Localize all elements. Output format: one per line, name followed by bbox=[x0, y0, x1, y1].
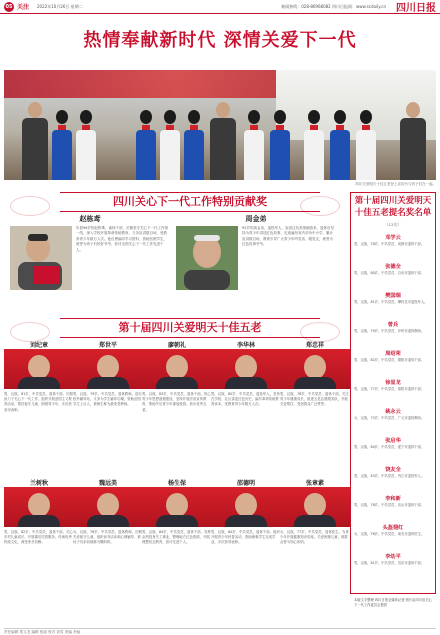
nominee-item bbox=[354, 234, 432, 247]
honoree-card bbox=[142, 340, 212, 470]
nominee-name: 邓学云 bbox=[385, 235, 401, 241]
honoree-portrait bbox=[211, 487, 281, 527]
honoree-bio: 男，汉族，80岁，中共党员，退休干部。组织开展青少年科普活动，资助困难学生完成学业，多次获得表彰。 bbox=[211, 530, 280, 545]
decorative-cloud bbox=[10, 322, 50, 342]
honoree-name: 周金弟 bbox=[245, 215, 267, 223]
honoree-portrait bbox=[4, 487, 74, 527]
honoree-name: 兰树秋 bbox=[29, 480, 48, 487]
nominee-item bbox=[354, 437, 432, 450]
photo-child bbox=[76, 110, 96, 180]
nominee-desc: 男，汉族，78岁，中共党员，乐山市退休干部。 bbox=[354, 503, 425, 507]
nominee-desc: 男，汉族，83岁，中共党员，内江市退役军人。 bbox=[354, 474, 425, 478]
honoree-portrait bbox=[73, 487, 143, 527]
nominee-name: 周绍荣 bbox=[385, 351, 401, 357]
nominee-item bbox=[354, 263, 432, 276]
honoree-card bbox=[4, 478, 74, 608]
photo-child bbox=[330, 110, 350, 180]
decorative-cloud bbox=[10, 196, 50, 216]
nomination-title: 第十届四川关爱明天十佳五老提名奖名单 bbox=[354, 196, 432, 218]
nominee-desc: 男，汉族，82岁，中共党员，德阳市退休干部。 bbox=[354, 358, 425, 362]
page-headline: 热情奉献新时代 深情关爱下一代 bbox=[83, 30, 357, 51]
panel-credit: 本版文字整理 四川日报全媒体记者 图片由四川省关心下一代工作委员会提供 bbox=[354, 598, 432, 607]
photo-child bbox=[270, 110, 290, 180]
nominee-desc: 男，汉族，79岁，中共党员，泸州市退休教师。 bbox=[354, 329, 425, 333]
section-title-honorees: 第十届四川关爱明天十佳五老 bbox=[60, 318, 320, 338]
honoree-bio: 92岁的周金弟，退役军人，参加过抗美援朝战争。退休后坚持为青少年讲述红色故事，足迹遍布省内多所中小学，累计宣讲数百场，教育引导广大青少年听党话、跟党走，被誉为红色故事爷爷。 bbox=[242, 226, 334, 247]
section-label: 关注 bbox=[17, 4, 30, 11]
nominee-name: 樊国瑞 bbox=[385, 293, 401, 299]
nominee-name: 饶友全 bbox=[385, 467, 401, 473]
nominee-desc: 女，汉族，75岁，中共党员，广元市退休教师。 bbox=[354, 416, 425, 420]
honoree-card bbox=[142, 478, 212, 608]
nominee-desc: 女，汉族，76岁，中共党员，南充市退休医生。 bbox=[354, 532, 425, 536]
honoree-name: 李华林 bbox=[236, 342, 255, 349]
photo-child bbox=[304, 110, 324, 180]
nominee-desc: 男，汉族，80岁，中共党员，遂宁市退休干部。 bbox=[354, 445, 425, 449]
newspaper-logo: 四川日报 bbox=[396, 3, 436, 14]
honoree-card bbox=[211, 478, 281, 608]
honoree-bio: 女，汉族，76岁，中共党员，退休教师。长期关爱留守儿童，组织读书活动和心理辅导，被孩子们亲切地称为魏奶奶。 bbox=[73, 530, 142, 545]
honoree-name: 赵栋鸢 bbox=[79, 215, 101, 223]
nominee-desc: 男，汉族，81岁，中共党员，宜宾市退休干部。 bbox=[354, 561, 425, 565]
nominee-desc: 男，汉族，77岁，中共党员，绵阳市退休干部。 bbox=[354, 387, 425, 391]
honoree-name: 郑世平 bbox=[98, 342, 117, 349]
section-title-special: 四川关心下一代工作特别贡献奖 bbox=[60, 192, 320, 212]
nominee-item bbox=[354, 524, 432, 537]
nominee-item bbox=[354, 292, 432, 305]
photo-child bbox=[244, 110, 264, 180]
nominee-item bbox=[354, 408, 432, 421]
honoree-portrait bbox=[280, 487, 350, 527]
honoree-portrait bbox=[211, 349, 281, 389]
honoree-name: 刘纪章 bbox=[29, 342, 48, 349]
honoree-portrait bbox=[142, 349, 212, 389]
honoree-portrait bbox=[280, 349, 350, 389]
nominee-name: 张德全 bbox=[385, 264, 401, 270]
photo-child bbox=[184, 110, 204, 180]
nominee-name: 头盔翅红 bbox=[382, 525, 404, 531]
nominee-item bbox=[354, 350, 432, 363]
honoree-bio: 年届96岁的赵栋鸢，离休干部，长期坚守关心下一代工作第一线，深入学校开展革命传统教育，义务宣讲数百场，受教育青少年数万人次。他自费编印学习资料，资助贫困学生，被誉为孩子们的好爷爷，获评全国关心下一代工作先进个人。 bbox=[76, 226, 168, 252]
honoree-bio: 男，汉族，83岁，中共党员，退休干部。热心青少年思想道德建设，坚持开展法治宣传教育，帮助失足青少年重返校园，获评优秀五老。 bbox=[142, 392, 211, 412]
page-number: 05 bbox=[5, 3, 13, 10]
nominee-item bbox=[354, 379, 432, 392]
honoree-name: 张章素 bbox=[305, 480, 324, 487]
nominee-desc: 男，汉族，78岁，中共党员，成都市退休干部。 bbox=[354, 242, 425, 246]
photo-elder bbox=[210, 102, 236, 180]
honoree-portrait bbox=[73, 349, 143, 389]
honoree-card bbox=[280, 340, 350, 470]
lead-photo bbox=[4, 70, 436, 180]
honoree-portrait bbox=[4, 349, 74, 389]
honoree-name: 郑忠祥 bbox=[305, 342, 324, 349]
honoree-name: 邵德明 bbox=[236, 480, 255, 487]
honoree-bio: 男，汉族，78岁，中共党员，退休干部。关注青少年健康成长，组建五老志愿服务队，开展关爱帮扶，受到群众广泛赞誉。 bbox=[280, 392, 349, 407]
special-award-card bbox=[10, 214, 170, 314]
honoree-card bbox=[4, 340, 74, 470]
special-award-card bbox=[176, 214, 336, 314]
page-header bbox=[0, 0, 440, 14]
photo-elder bbox=[400, 102, 426, 180]
nominee-item bbox=[354, 321, 432, 334]
honoree-card bbox=[73, 478, 143, 608]
photo-child bbox=[356, 110, 376, 180]
nominee-name: 徐显龙 bbox=[385, 380, 401, 386]
honoree-bio: 男，汉族，80岁，中共党员，退役军人。坚持在学校、社区讲述红色历史，编写革命传统教育读本，受教育青少年数万人次。 bbox=[211, 392, 280, 407]
honoree-card bbox=[211, 340, 281, 470]
honoree-bio: 男，汉族，84岁，中共党员，退休干部。发挥余热投身关工事业，整理地方红色资源，开展理想信念教育，获评先进个人。 bbox=[142, 530, 211, 545]
photo-elder bbox=[22, 102, 48, 180]
honoree-bio: 女，汉族，77岁，中共党员，退休医生。为青少年开展健康知识讲座，关爱困境儿童，被群众誉为知心奶奶。 bbox=[280, 530, 349, 545]
nominee-desc: 男，汉族，81岁，中共党员，攀枝花市退役军人。 bbox=[354, 300, 428, 304]
photo-child bbox=[52, 110, 72, 180]
honoree-bio: 男，汉族，81岁，中共党员，退休干部。长期致力于关心下一代工作，组织开展爱国主义教育活动，帮扶留守儿童、困境青少年，多次获省市表彰。 bbox=[4, 392, 73, 412]
photo-child bbox=[160, 110, 180, 180]
honoree-card bbox=[280, 478, 350, 608]
honoree-name: 杨生保 bbox=[167, 480, 186, 487]
nominee-desc: 男，汉族，80岁，中共党员，自贡市退休干部。 bbox=[354, 271, 425, 275]
honoree-name: 廖朝礼 bbox=[167, 342, 186, 349]
nominee-name: 姚永云 bbox=[385, 409, 401, 415]
issue-date: 2022年10月26日 星期二 bbox=[37, 3, 83, 9]
nominee-item bbox=[354, 553, 432, 566]
nominee-item bbox=[354, 495, 432, 508]
nominee-name: 李和新 bbox=[385, 496, 401, 502]
nomination-count: （12名） bbox=[384, 222, 402, 227]
honoree-portrait bbox=[176, 226, 238, 290]
honoree-card bbox=[73, 340, 143, 470]
honoree-bio: 男，汉族，79岁，中共党员，退休教师。创办校外辅导站，义务为学生辅导功课，资助贫困学生上百人，被师生称为最美老教师。 bbox=[73, 392, 142, 407]
photo-child bbox=[136, 110, 156, 180]
honoree-portrait bbox=[142, 487, 212, 527]
honoree-portrait bbox=[10, 226, 72, 290]
photo-caption: 四川关爱明天十佳五老登上宣讲台与孩子们在一起。 bbox=[355, 182, 436, 186]
honoree-name: 魏远美 bbox=[98, 480, 117, 487]
news-hotline: 新闻热线：028-86968082 四川日报网：www.scdaily.cn bbox=[281, 3, 386, 9]
nominee-name: 曾兵 bbox=[387, 322, 399, 328]
honoree-bio: 男，汉族，82岁，中共党员，退休干部。关心乡村儿童成长，开展课后托管服务，传承优秀传统文化，深受家长信赖。 bbox=[4, 530, 73, 545]
page-footer: 责任编辑 郑文龙 编辑 张丽 校对 刘雪 美编 李灿 bbox=[4, 628, 436, 635]
nominee-item bbox=[354, 466, 432, 479]
nominee-name: 李幼平 bbox=[385, 554, 401, 560]
nominee-name: 张启华 bbox=[385, 438, 401, 444]
